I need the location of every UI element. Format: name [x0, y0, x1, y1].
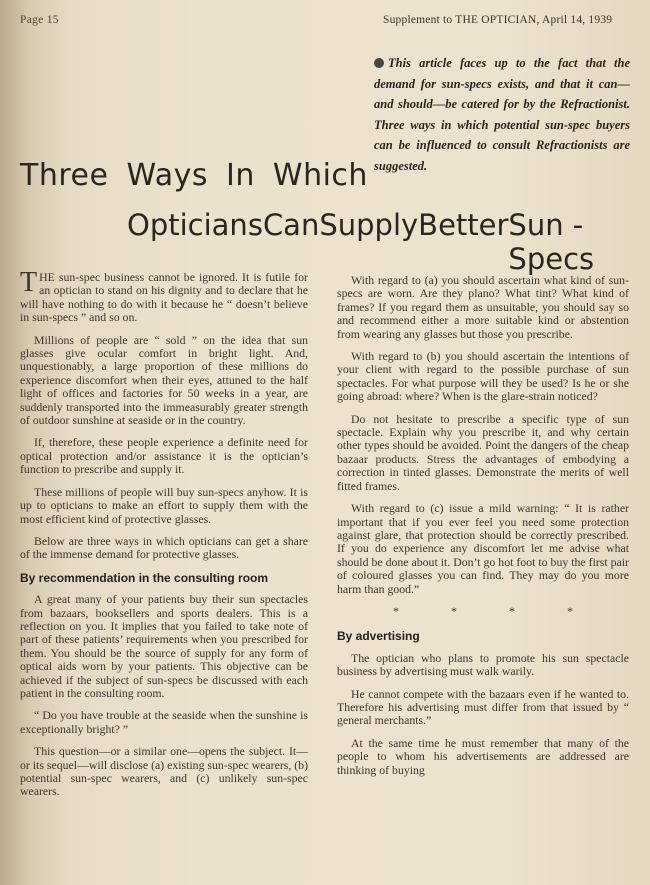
bullet-icon: [374, 58, 384, 68]
paragraph: If, therefore, these people experience a definite need for optical protection and/or assistance it is the optician’s function to prescribe and supply it.: [20, 435, 308, 477]
intro-blurb: [374, 53, 630, 176]
title-line-2: [127, 208, 629, 276]
star-icon: *: [567, 603, 573, 618]
star-icon: *: [509, 603, 515, 618]
star-icon: *: [393, 603, 399, 618]
star-icon: *: [451, 603, 457, 618]
paragraph: This question—or a similar one—opens the subject. It—or its sequel—will disclose (a) existing sun-spec wearers, (b) potential sun-spec wearers, and (c) unlikely sun-spec wearers.: [20, 744, 308, 799]
section-heading: By advertising: [337, 629, 420, 644]
paragraph: A great many of your patients buy their sun spectacles from bazaars, booksellers and sports dealers. This is a reflection on you. It implies that you failed to take note of part of these patients’ requirements when you prescribed for them. You should be the source of supply for any form of optical aids worn by your patients. This objective can be achieved if the subject of sun-specs be discussed with each patient in the consulting room.: [20, 592, 308, 700]
paragraph: He cannot compete with the bazaars even if he wanted to. Therefore his advertising must differ from that issued by “ general merchants.”: [337, 686, 629, 728]
paragraph: With regard to (c) issue a mild warning: “ It is rather important that if you ever feel you need some protection against glare, that protection should be correctly prescribed. If you do experience any discomfort let me advise what should be done about it. Don’t go hot foot to buy the first pair of coloured glasses you can find. They may do you more harm than good.”: [337, 501, 629, 596]
title-word: Supply: [319, 208, 419, 242]
section-heading: By recommendation in the consulting room: [20, 570, 269, 585]
title-line-1: Three Ways In Which: [20, 158, 368, 193]
right-column: [337, 274, 629, 786]
left-column: [20, 267, 308, 808]
intro-text: This article faces up to the fact that the demand for sun-specs exists, and that it can—and should—be catered for by the Refractionist. Three ways in which potential sun-spec buyers can be influenced to consult Refractionists are suggested.: [374, 56, 630, 173]
paragraph: Millions of people are “ sold ” on the idea that sun glasses give ocular comfort in bright light. And, unquestionably, a large proportion of these millions do experience discomfort when their eyes, attuned to the half light of offices and factories for 50 weeks in a year, are suddenly transported into the immeasurably greater strength of outdoor sunshine at seaside or in the country.: [20, 332, 308, 428]
paragraph: The optician who plans to promote his sun spectacle business by advertising must walk warily.: [337, 650, 629, 679]
paragraph-text: HE sun-spec business cannot be ignored. It is futile for an optician to stand on his dignity and to declare that he will have nothing to do with it because he “ doesn’t believe in sun-specs ” and so on.: [20, 270, 308, 325]
paragraph: [20, 267, 308, 325]
section-divider: [337, 605, 629, 618]
page-number: Page 15: [20, 14, 59, 26]
title-word: Opticians: [127, 208, 263, 242]
paragraph: With regard to (b) you should ascertain the intentions of your client with regard to the possible purchase of sun spectacles. For what purpose will they be used? Is he or she going abroad: where? When is the glare-strain noticed?: [337, 349, 629, 404]
paragraph: Do not hesitate to prescribe a specific type of sun spectacle. Explain why you prescribe it, and why certain other types should be avoided. Point the dangers of the cheap bazaar products. Stress the advantages of embodying a correction in tinted glasses. Demonstrate the merits of well fitted frames.: [337, 411, 629, 493]
paragraph: Below are three ways in which opticians can get a share of the immense demand for protective glasses.: [20, 533, 308, 562]
running-header: Supplement to THE OPTICIAN, April 14, 1939: [383, 14, 613, 26]
title-word: Better: [418, 208, 509, 242]
title-word: Sun - Specs: [508, 208, 595, 276]
drop-cap: T: [20, 267, 38, 298]
paragraph: At the same time he must remember that many of the people to whom his advertisements are addressed are thinking of buying: [337, 735, 629, 777]
paragraph: “ Do you have trouble at the seaside when the sunshine is exceptionally bright? ”: [20, 708, 308, 736]
paragraph: These millions of people will buy sun-specs anyhow. It is up to opticians to make an effort to supply them with the most efficient kind of protective glasses.: [20, 484, 308, 526]
title-word: Can: [262, 208, 320, 242]
paragraph: With regard to (a) you should ascertain what kind of sun-specs are worn. Are they plano? What tint? What kind of frames? If you regard them as unsuitable, you should say so and recommend either a more suitable kind or abstention from wearing any glasses but those you prescribe.: [337, 273, 629, 341]
